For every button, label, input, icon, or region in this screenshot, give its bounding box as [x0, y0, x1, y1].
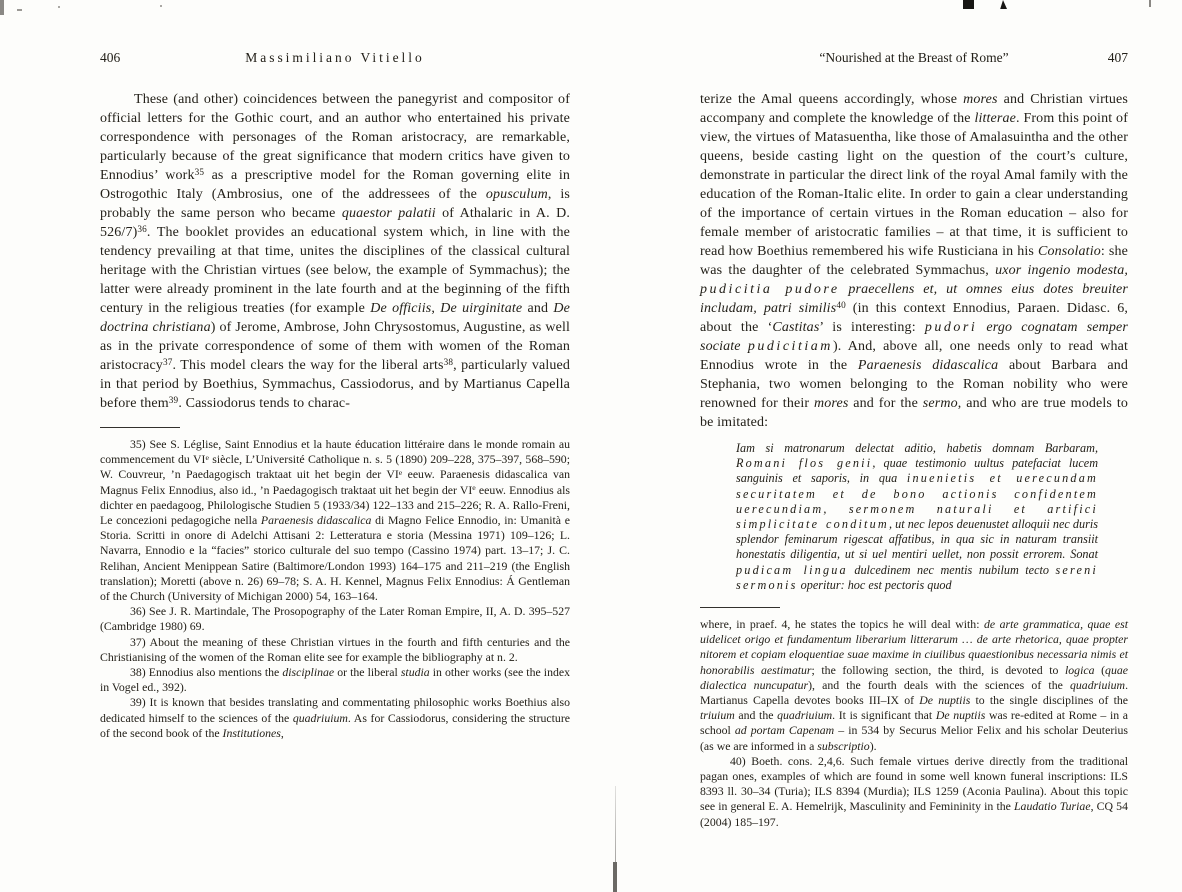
footnote-39: 39) It is known that besides translating and commentating philosophic works Boethius also dedicated himself to the sciences of the quadriuium. As for Cassiodorus, considering the structure of the second book of the Institutiones, [100, 695, 570, 740]
scan-artifact-dash [58, 6, 60, 8]
page-left [100, 50, 570, 741]
running-header-author: Massimiliano Vitiello [245, 50, 425, 65]
footnote-39-continuation: where, in praef. 4, he states the topics he will deal with: de arte grammatica, quae est uidelicet origo et fundamentum liberarium litterarum … de arte rhetorica, quae propter nitorem et copiam eloquentiae suae maxime in ciuilibus quaestionibus necessaria nimis et honorabilis aestimatur; the following section, the third, is devoted to logica (quae dialectica nuncupatur), and the fourth deals with the sciences of the quadriuium. Martianus Capella devotes books III–IX of De nuptiis to the single disciplines of the triuium and the quadriuium. It is significant that De nuptiis was re-edited at Rome – in a school ad portam Capenam – in 534 by Securus Melior Felix and his scholar Deuterius (as we are informed in a subscriptio). [700, 617, 1129, 753]
page-gutter-blot [613, 862, 617, 892]
footnotes-right [700, 617, 1128, 830]
page-right [700, 50, 1128, 830]
footnote-40: 40) Boeth. cons. 2,4,6. Such female virtues derive directly from the traditional pagan ones, examples of which are found in some well known funeral inscriptions: ILS 8393 ll. 30–34 (Turia); ILS 8394 (Murdia); ILS 1259 (Aconia Paulina). About this topic see in general E. A. Hemelrijk, Masculinity and Femininity in the Laudatio Turiae, CQ 54 (2004) 185–197. [700, 753, 1128, 829]
running-head-left [100, 50, 570, 66]
footnote-38: 38) Ennodius also mentions the disciplinae or the liberal studia in other works (see the index in Vogel ed., 392). [100, 665, 570, 695]
body-paragraph-right: terize the Amal queens accordingly, whose mores and Christian virtues accompany and complete the knowledge of the litterae. From this point of view, the virtues of Matasuentha, like those of Amalasuintha and the other queens, beside casting light on the question of the court’s culture, demonstrate in particular the direct link of the royal Amal family with the education of the Roman-Italic elite. In order to gain a clear understanding of the importance of certain virtues in the Roman education – also for female member of aristocratic families – at that time, it is sufficient to read how Boethius remembered his wife Rusticiana in his Consolatio: she was the daughter of the celebrated Symmachus, uxor ingenio modesta, pudicitia pudore praecellens et, ut omnes eius dotes breuiter includam, patri similis$^{40}$ (in this context Ennodius, Paraen. Didasc. 6, about the ‘Castitas’ is interesting: pudori ergo cognatam semper sociate pudicitiam). And, above all, one needs only to read what Ennodius wrote in the Paraenesis didascalica about Barbara and Stephania, two women belonging to the Roman nobility who were renowned for their mores and for the sermo, and who are true models to be imitated: [700, 92, 1128, 430]
footnote-37: 37) About the meaning of these Christian virtues in the fourth and fifth centuries and the Christianising of the women of the Roman elite see for example the bibliography at n. 2. [100, 634, 570, 664]
page-number-left: 406 [100, 50, 121, 65]
footnote-rule-left [100, 427, 180, 428]
scan-artifact-top-mark [963, 0, 974, 9]
latin-block-quote: Iam si matronarum delectat aditio, habetis domnam Barbaram, Romani flos genii, quae testimonio uultus patefaciat lucem sanguinis et saporis, in qua inuenietis et uerecundam securitatem et de bono actionis confidentem uerecundiam, sermonem naturali et artifici simplicitate conditum, ut nec lepos deuenustet alloquii nec duris splendor feminarum rigescat affatibus, in qua sic in naturam transiit honestatis diligentia, ut si uel mentiri uellet, non possit errorem. Sonat pudicam lingua dulcedinem nec mentis nubilum tecto sereni sermonis operitur: hoc est pectoris quod [736, 441, 1099, 592]
footnote-rule-right [700, 607, 780, 608]
scan-artifact-dash [160, 5, 162, 7]
footnote-36: 36) See J. R. Martindale, The Prosopography of the Later Roman Empire, II, A. D. 395–527 (Cambridge 1980) 69. [100, 604, 570, 634]
scan-artifact-top-mark [999, 0, 1007, 9]
scan-artifact-edge-left [0, 0, 4, 15]
running-head-right [700, 50, 1128, 66]
running-header-title: “Nourished at the Breast of Rome” [819, 50, 1009, 65]
footnotes-left [100, 437, 570, 741]
footnote-35: 35) See S. Léglise, Saint Ennodius et la haute éducation littéraire dans le monde romain au commencement du VIe siècle, L’Université Catholique n. s. 5 (1890) 209–228, 375–397, 568–590; W. Couvreur, ’n Paedagogisch traktaat uit het begin der VIe eeuw. Paraenesis didascalica van Magnus Felix Ennodius, also id., ’n Paedagogisch traktaat uit het begin der VIe eeuw. Ennodius als dichter en paedagoog, Philologische Studien 5 (1933/34) 122–133 and 215–226; R. A. Rallo-Freni, Le concezioni pedagogiche nella Paraenesis didascalica di Magno Felice Ennodio, in: Umanità e Storia. Scritti in onore di Adelchi Attisani 2: Letteratura e storia (Messina 1971) 109–126; L. Navarra, Ennodio e la “facies” storico culturale del suo tempo (Cassino 1974) part. 13–17; J. C. Relihan, Ancient Menippean Satire (Baltimore/London 1993) 164–175 and 211–219 (the English translation); Moretti (above n. 26) 69–78; S. A. H. Kennel, Magnus Felix Ennodius: Á Gentleman of the Church (University of Michigan 2000) 54, 163–164. [100, 437, 570, 604]
page-number-right: 407 [1107, 50, 1128, 65]
body-paragraph-left: These (and other) coincidences between the panegyrist and compositor of official letters for the Gothic court, and an author who entertained his private correspondence with personages of the Roman aristocracy, are remarkable, particularly because of the great significance that modern critics have given to Ennodius’ work$^{35}$ as a prescriptive model for the Roman governing elite in Ostrogothic Italy (Ambrosius, one of the addressees of the opusculum, is probably the same person who became quaestor palatii of Athalaric in A. D. 526/7)$^{36}$. The booklet provides an educational system which, in line with the tendency prevailing at that time, unites the disciplines of the classical cultural heritage with the Christian virtues (see below, the example of Symmachus); the latter were already prominent in the late fourth and at the beginning of the fifth century in the religious treaties (for example De officiis, De uirginitate and De doctrina christiana) of Jerome, Ambrose, John Chrysostomus, Augustine, as well as in the private correspondence of some of them with women of the Roman aristocracy$^{37}$. This model clears the way for the liberal arts$^{38}$, particularly valued in that period by Boethius, Symmachus, Cassiodorus, and by Martianus Capella before them$^{39}$. Cassiodorus tends to charac- [100, 92, 571, 411]
scan-artifact-edge-right [1149, 0, 1151, 7]
scan-artifact-dash [17, 9, 22, 11]
